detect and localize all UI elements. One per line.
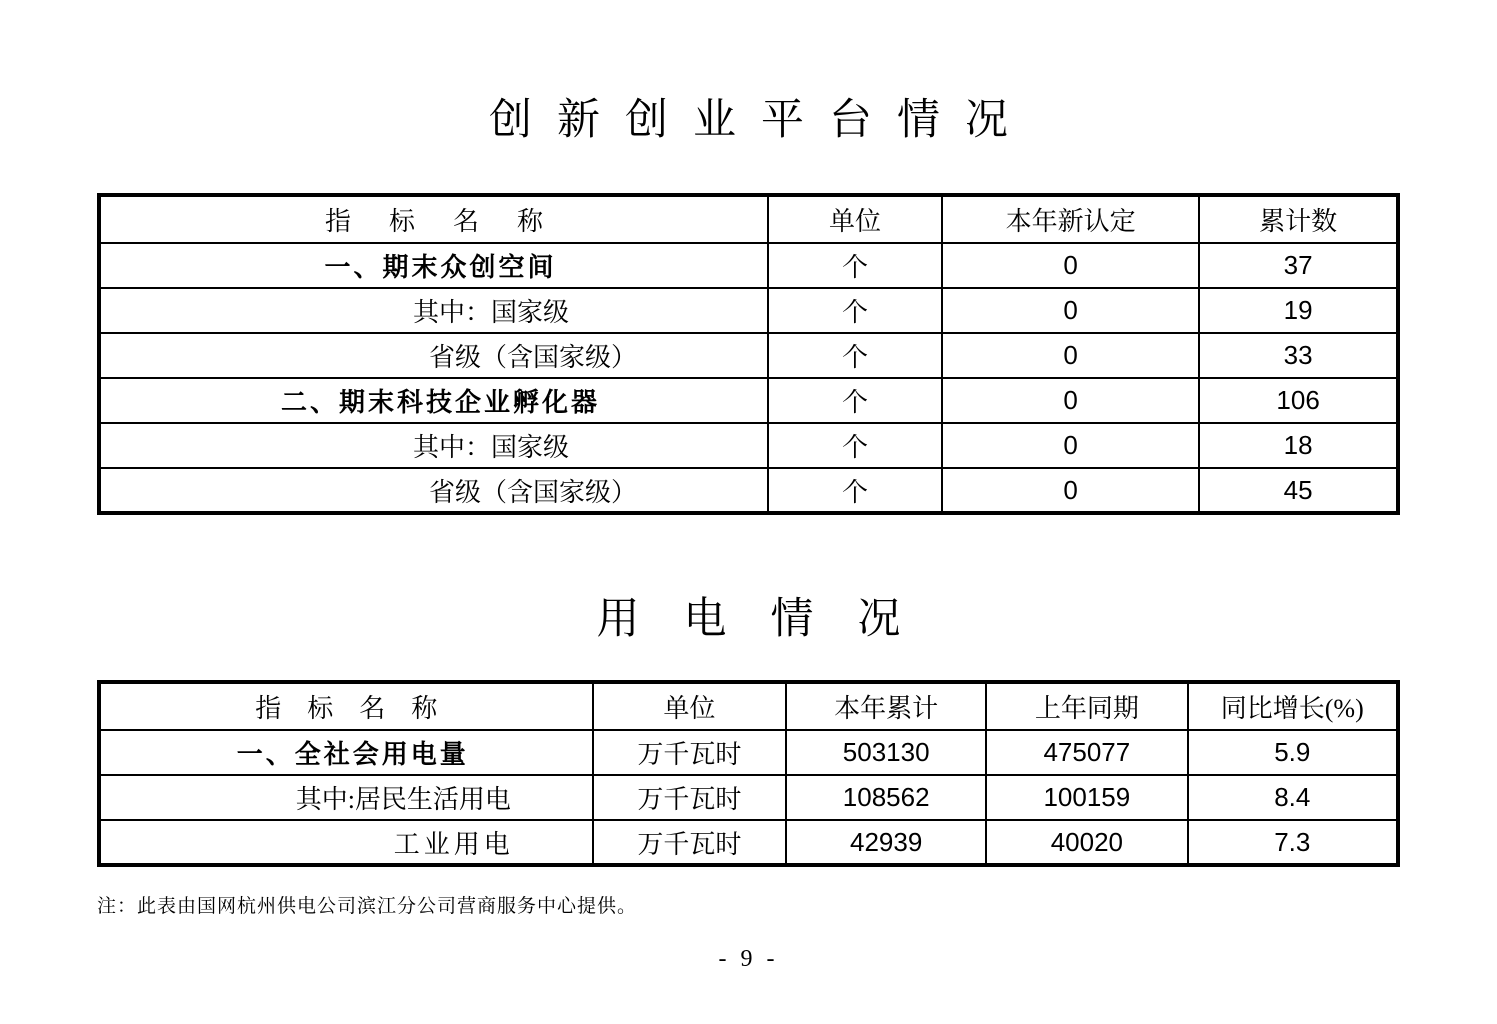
table-source-footnote: 注：此表由国网杭州供电公司滨江分公司营商服务中心提供。 bbox=[97, 896, 638, 917]
unit-value: 个 bbox=[768, 288, 942, 333]
cumulative-value: 18 bbox=[1199, 423, 1398, 468]
platform-table-header-row bbox=[99, 195, 1398, 243]
new-value: 0 bbox=[942, 378, 1199, 423]
table-row bbox=[99, 378, 1398, 423]
table-row bbox=[99, 468, 1398, 513]
indicator-name: 其中:居民生活用电 bbox=[99, 775, 593, 820]
table-row bbox=[99, 243, 1398, 288]
unit-value: 万千瓦时 bbox=[593, 775, 787, 820]
indicator-name: 二、期末科技企业孵化器 bbox=[99, 378, 768, 423]
platform-header-new: 本年新认定 bbox=[942, 195, 1199, 243]
unit-value: 个 bbox=[768, 333, 942, 378]
yoy-value: 5.9 bbox=[1188, 730, 1398, 775]
new-value: 0 bbox=[942, 243, 1199, 288]
previous-value: 100159 bbox=[986, 775, 1187, 820]
electricity-section-title: 用电情况 bbox=[596, 595, 945, 643]
indicator-name: 其中：国家级 bbox=[99, 288, 768, 333]
indicator-name: 一、全社会用电量 bbox=[99, 730, 593, 775]
table-row bbox=[99, 288, 1398, 333]
electricity-header-unit: 单位 bbox=[593, 682, 787, 730]
table-row bbox=[99, 820, 1398, 865]
new-value: 0 bbox=[942, 423, 1199, 468]
new-value: 0 bbox=[942, 468, 1199, 513]
platform-table bbox=[97, 193, 1400, 515]
previous-value: 40020 bbox=[986, 820, 1187, 865]
indicator-name: 工业用电 bbox=[99, 820, 593, 865]
electricity-header-yoy: 同比增长(%) bbox=[1188, 682, 1398, 730]
cumulative-value: 106 bbox=[1199, 378, 1398, 423]
unit-value: 万千瓦时 bbox=[593, 730, 787, 775]
indicator-name: 一、期末众创空间 bbox=[99, 243, 768, 288]
current-value: 42939 bbox=[786, 820, 986, 865]
indicator-name: 其中：国家级 bbox=[99, 423, 768, 468]
cumulative-value: 37 bbox=[1199, 243, 1398, 288]
unit-value: 个 bbox=[768, 468, 942, 513]
current-value: 503130 bbox=[786, 730, 986, 775]
yoy-value: 8.4 bbox=[1188, 775, 1398, 820]
yoy-value: 7.3 bbox=[1188, 820, 1398, 865]
platform-header-unit: 单位 bbox=[768, 195, 942, 243]
unit-value: 万千瓦时 bbox=[593, 820, 787, 865]
platform-header-name: 指标名称 bbox=[99, 195, 768, 243]
new-value: 0 bbox=[942, 333, 1199, 378]
new-value: 0 bbox=[942, 288, 1199, 333]
cumulative-value: 19 bbox=[1199, 288, 1398, 333]
current-value: 108562 bbox=[786, 775, 986, 820]
table-row bbox=[99, 423, 1398, 468]
platform-header-cumulative: 累计数 bbox=[1199, 195, 1398, 243]
electricity-table bbox=[97, 680, 1400, 867]
previous-value: 475077 bbox=[986, 730, 1187, 775]
platform-section-title: 创新创业平台情况 bbox=[489, 96, 1033, 144]
cumulative-value: 45 bbox=[1199, 468, 1398, 513]
unit-value: 个 bbox=[768, 243, 942, 288]
electricity-table-header-row bbox=[99, 682, 1398, 730]
table-row bbox=[99, 333, 1398, 378]
indicator-name: 省级（含国家级） bbox=[99, 468, 768, 513]
electricity-header-current: 本年累计 bbox=[786, 682, 986, 730]
table-row bbox=[99, 730, 1398, 775]
cumulative-value: 33 bbox=[1199, 333, 1398, 378]
unit-value: 个 bbox=[768, 423, 942, 468]
page-number: - 9 - bbox=[718, 946, 779, 972]
table-row bbox=[99, 775, 1398, 820]
unit-value: 个 bbox=[768, 378, 942, 423]
electricity-header-name: 指标名称 bbox=[99, 682, 593, 730]
electricity-header-previous: 上年同期 bbox=[986, 682, 1187, 730]
indicator-name: 省级（含国家级） bbox=[99, 333, 768, 378]
